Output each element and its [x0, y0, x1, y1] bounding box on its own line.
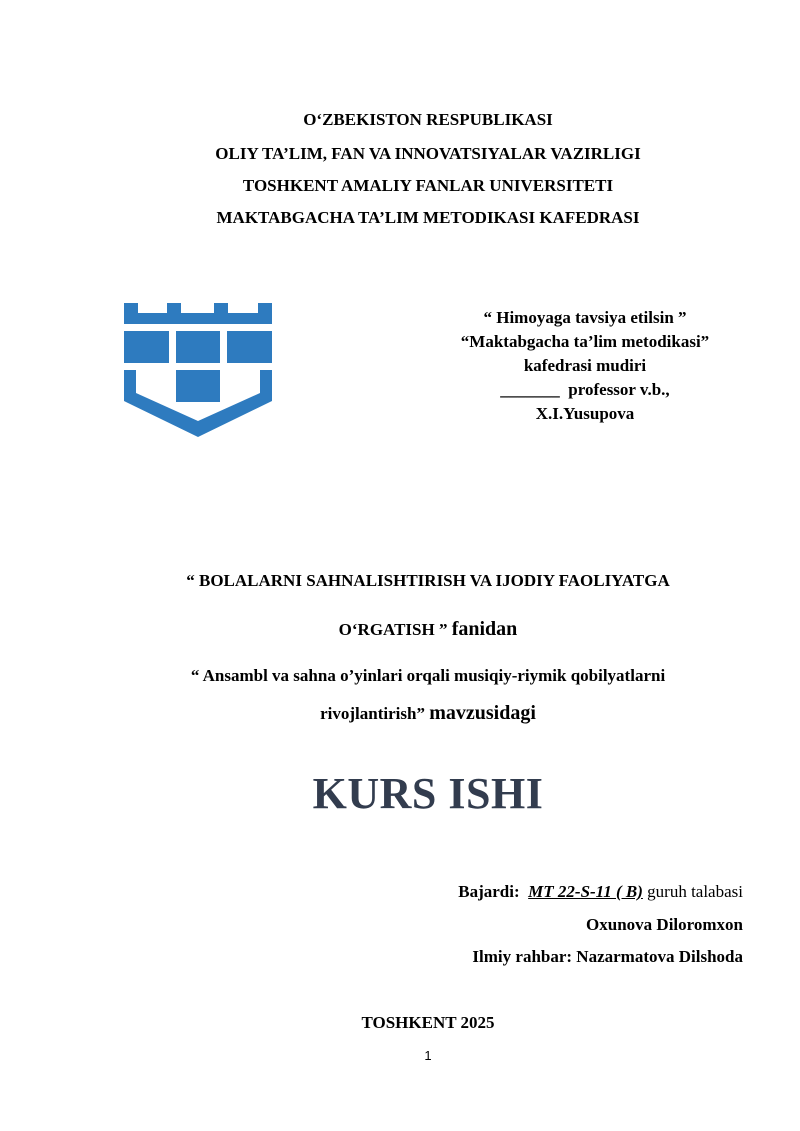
approval-signature-line: [440, 378, 730, 402]
student-name: Oxunova Diloromxon: [586, 915, 743, 934]
bajardi-label: Bajardi:: [458, 882, 520, 901]
document-title: KURS ISHI: [312, 769, 544, 818]
approval-recommendation: “ Himoyaga tavsiya etilsin ”: [483, 308, 687, 327]
topic-line1: “ Ansambl va sahna o’yinlari orqali musiqiy-riymik qobilyatlarni: [190, 666, 666, 685]
topic-suffix: mavzusidagi: [429, 702, 536, 724]
approval-department-name: “Maktabgacha ta’lim metodikasi”: [460, 332, 710, 351]
subject-line2-main: O‘RGATISH ”: [338, 620, 448, 639]
approval-position: professor v.b.,: [568, 380, 670, 399]
university-castle-logo-icon: [124, 303, 272, 437]
group-code: MT 22-S-11 ( B): [528, 882, 643, 901]
topic-line2: [0, 702, 800, 725]
subject-line2: [0, 618, 800, 641]
signature-blank: _______: [500, 380, 560, 399]
city-year: TOSHKENT 2025: [361, 1013, 495, 1032]
approval-head-name: X.I.Yusupova: [535, 404, 635, 423]
subject-line1: “ BOLALARNI SAHNALISHTIRISH VA IJODIY FAOLIYATGA: [186, 571, 670, 590]
advisor-name: Ilmiy rahbar: Nazarmatova Dilshoda: [472, 947, 743, 966]
topic-line2-main: rivojlantirish”: [320, 704, 425, 723]
subject-suffix: fanidan: [451, 618, 518, 640]
page-number: 1: [424, 1048, 432, 1063]
header-department: MAKTABGACHA TA’LIM METODIKASI KAFEDRASI: [216, 208, 640, 227]
header-university: TOSHKENT AMALIY FANLAR UNIVERSITETI: [242, 176, 614, 195]
header-ministry-line2: OLIY TA’LIM, FAN VA INNOVATSIYALAR VAZIRLIGI: [215, 144, 641, 163]
group-suffix: guruh talabasi: [647, 882, 743, 901]
student-group-line: [458, 882, 743, 902]
header-ministry-line1: O‘ZBEKISTON RESPUBLIKASI: [303, 110, 553, 129]
approval-department-head: kafedrasi mudiri: [523, 356, 647, 375]
